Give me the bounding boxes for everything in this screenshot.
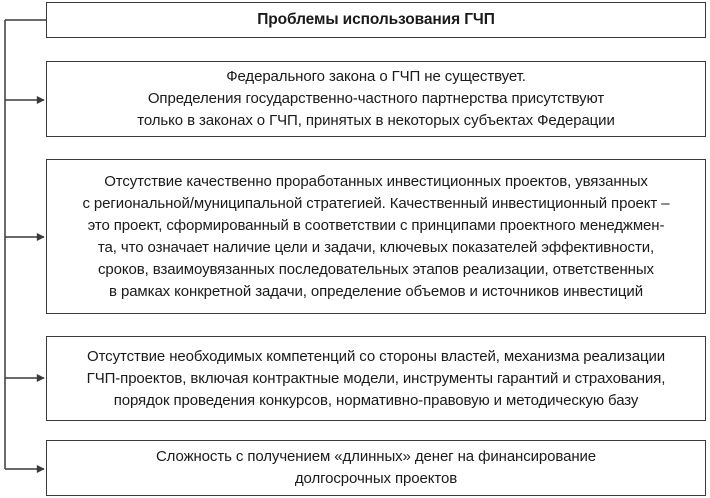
problem-box-1 (46, 61, 706, 137)
problem-1-line-3: только в законах о ГЧП, принятых в некоторых субъектах Федерации (137, 112, 615, 129)
problem-3-line-3: порядок проведения конкурсов, нормативно-правовую и методическую базу (113, 391, 639, 409)
problem-2-line-1: Отсутствие качественно проработанных инвестиционных проектов, увязанных (104, 172, 648, 190)
problem-box-3 (46, 336, 706, 421)
problem-2-line-3: это проект, сформированный в соответствии с принципами проектного менеджмен- (87, 216, 665, 234)
title-box (46, 2, 706, 38)
problem-4-line-1: Сложность с получением «длинных» денег на финансирование (155, 448, 597, 465)
problem-box-4 (46, 440, 706, 496)
title-text: Проблемы использования ГЧП (257, 11, 495, 28)
problem-3-line-2: ГЧП-проектов, включая контрактные модели, инструменты гарантий и страхования, (86, 369, 666, 387)
problem-2-line-6: в рамках конкретной задачи, определение объемов и источников инвестиций (109, 282, 643, 300)
problem-3-line-1: Отсутствие необходимых компетенций со стороны властей, механизма реализации (87, 347, 665, 365)
problem-1-line-1: Федерального закона о ГЧП не существует. (226, 68, 526, 85)
problem-1-line-2: Определения государственно-частного партнерства присутствуют (147, 90, 605, 107)
problem-box-2 (46, 159, 706, 314)
problem-2-line-4: та, что означает наличие цели и задачи, ключевых показателей эффективности, (97, 238, 655, 256)
problem-4-line-2: долгосрочных проектов (294, 470, 458, 487)
problem-2-line-5: сроков, взаимоувязанных последовательных этапов реализации, ответственных (98, 260, 654, 278)
problem-2-line-2: с региональной/муниципальной стратегией. Качественный инвестиционный проект – (82, 194, 670, 212)
